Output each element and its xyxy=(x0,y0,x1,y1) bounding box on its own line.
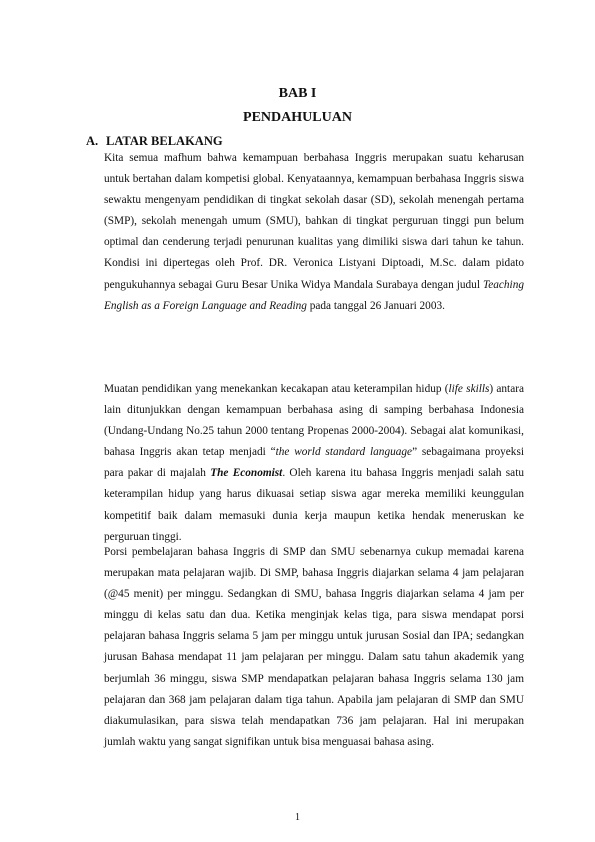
emphasis-text: Teaching English as a Foreign Language and Reading xyxy=(104,278,524,312)
paragraph-text: ) antara lain ditunjukkan dengan kemampuan berbahasa asing di samping berbahasa Indonesia (Undang-Undang No.25 tahun 2000 tentang Propenas 2000-2004). Sebagai alat komunikasi, bahasa Inggris akan tetap menjadi “ xyxy=(104,383,524,459)
paragraph-text: Muatan pendidikan yang menekankan kecakapan atau keterampilan hidup ( xyxy=(104,383,449,395)
emphasis-text: the world standard language xyxy=(275,446,413,459)
paragraph-3 xyxy=(104,542,524,753)
paragraph-1 xyxy=(104,148,524,317)
page-number: 1 xyxy=(295,812,300,823)
chapter-title: PENDAHULUAN xyxy=(243,110,352,125)
section-title: LATAR BELAKANG xyxy=(106,134,223,148)
emphasis-text: life skills xyxy=(448,383,490,395)
chapter-number: BAB I xyxy=(278,86,317,101)
paragraph-2 xyxy=(104,379,524,548)
section-letter: A. xyxy=(86,134,99,148)
paragraph-text: Kita semua mafhum bahwa kemampuan berbahasa Inggris merupakan suatu keharusan untuk bertahan dalam kompetisi global. Kenyataannya, kemampuan berbahasa Inggris siswa sewaktu mengenyam pendidikan di tingkat sekolah dasar (SD), sekolah menengah pertama (SMP), sekolah menengah umum (SMU), bahkan di tingkat perguruan tinggi pun belum optimal dan cenderung terjadi penurunan kualitas yang dimiliki siswa dari tahun ke tahun. Kondisi ini dipertegas oleh Prof. DR. Veronica Listyani Diptoadi, M.Sc. dalam pidato pengukuhannya sebagai Guru Besar Unika Widya Mandala Surabaya dengan judul xyxy=(104,152,524,291)
paragraph-text: ” sebagaimana proyeksi para pakar di majalah xyxy=(104,446,524,480)
paragraph-text: . Oleh karena itu bahasa Inggris menjadi salah satu keterampilan hidup yang harus dikuasai setiap siswa agar mereka memiliki keunggulan kompetitif baik dalam memasuki dunia kerja maupun ketika hendak meneruskan ke perguruan tinggi. xyxy=(104,467,524,543)
section-heading xyxy=(86,134,223,148)
paragraph-text: Porsi pembelajaran bahasa Inggris di SMP dan SMU sebenarnya cukup memadai karena merupakan mata pelajaran wajib. Di SMP, bahasa Inggris diajarkan selama 4 jam pelajaran (@45 menit) per minggu. Sedangkan di SMU, bahasa Inggris diajarkan selama 4 jam per minggu di kelas satu dan dua. Ketika menginjak kelas tiga, para siswa mendapat porsi pelajaran bahasa Inggris selama 5 jam per minggu untuk jurusan Sosial dan IPA; sedangkan jurusan Bahasa mendapat 11 jam pelajaran per minggu. Dalam satu tahun akademik yang berjumlah 36 minggu, siswa SMP mendapatkan pelajaran bahasa Inggris selama 130 jam pelajaran dan 368 jam pelajaran dalam tiga tahun. Apabila jam pelajaran di SMP dan SMU diakumulasikan, para siswa telah mendapatkan 736 jam pelajaran. Hal ini merupakan jumlah waktu yang sangat signifikan untuk bisa menguasai bahasa asing. xyxy=(104,546,524,748)
emphasis-text: The Economist xyxy=(210,467,283,480)
paragraph-text: pada tanggal 26 Januari 2003. xyxy=(306,299,445,312)
